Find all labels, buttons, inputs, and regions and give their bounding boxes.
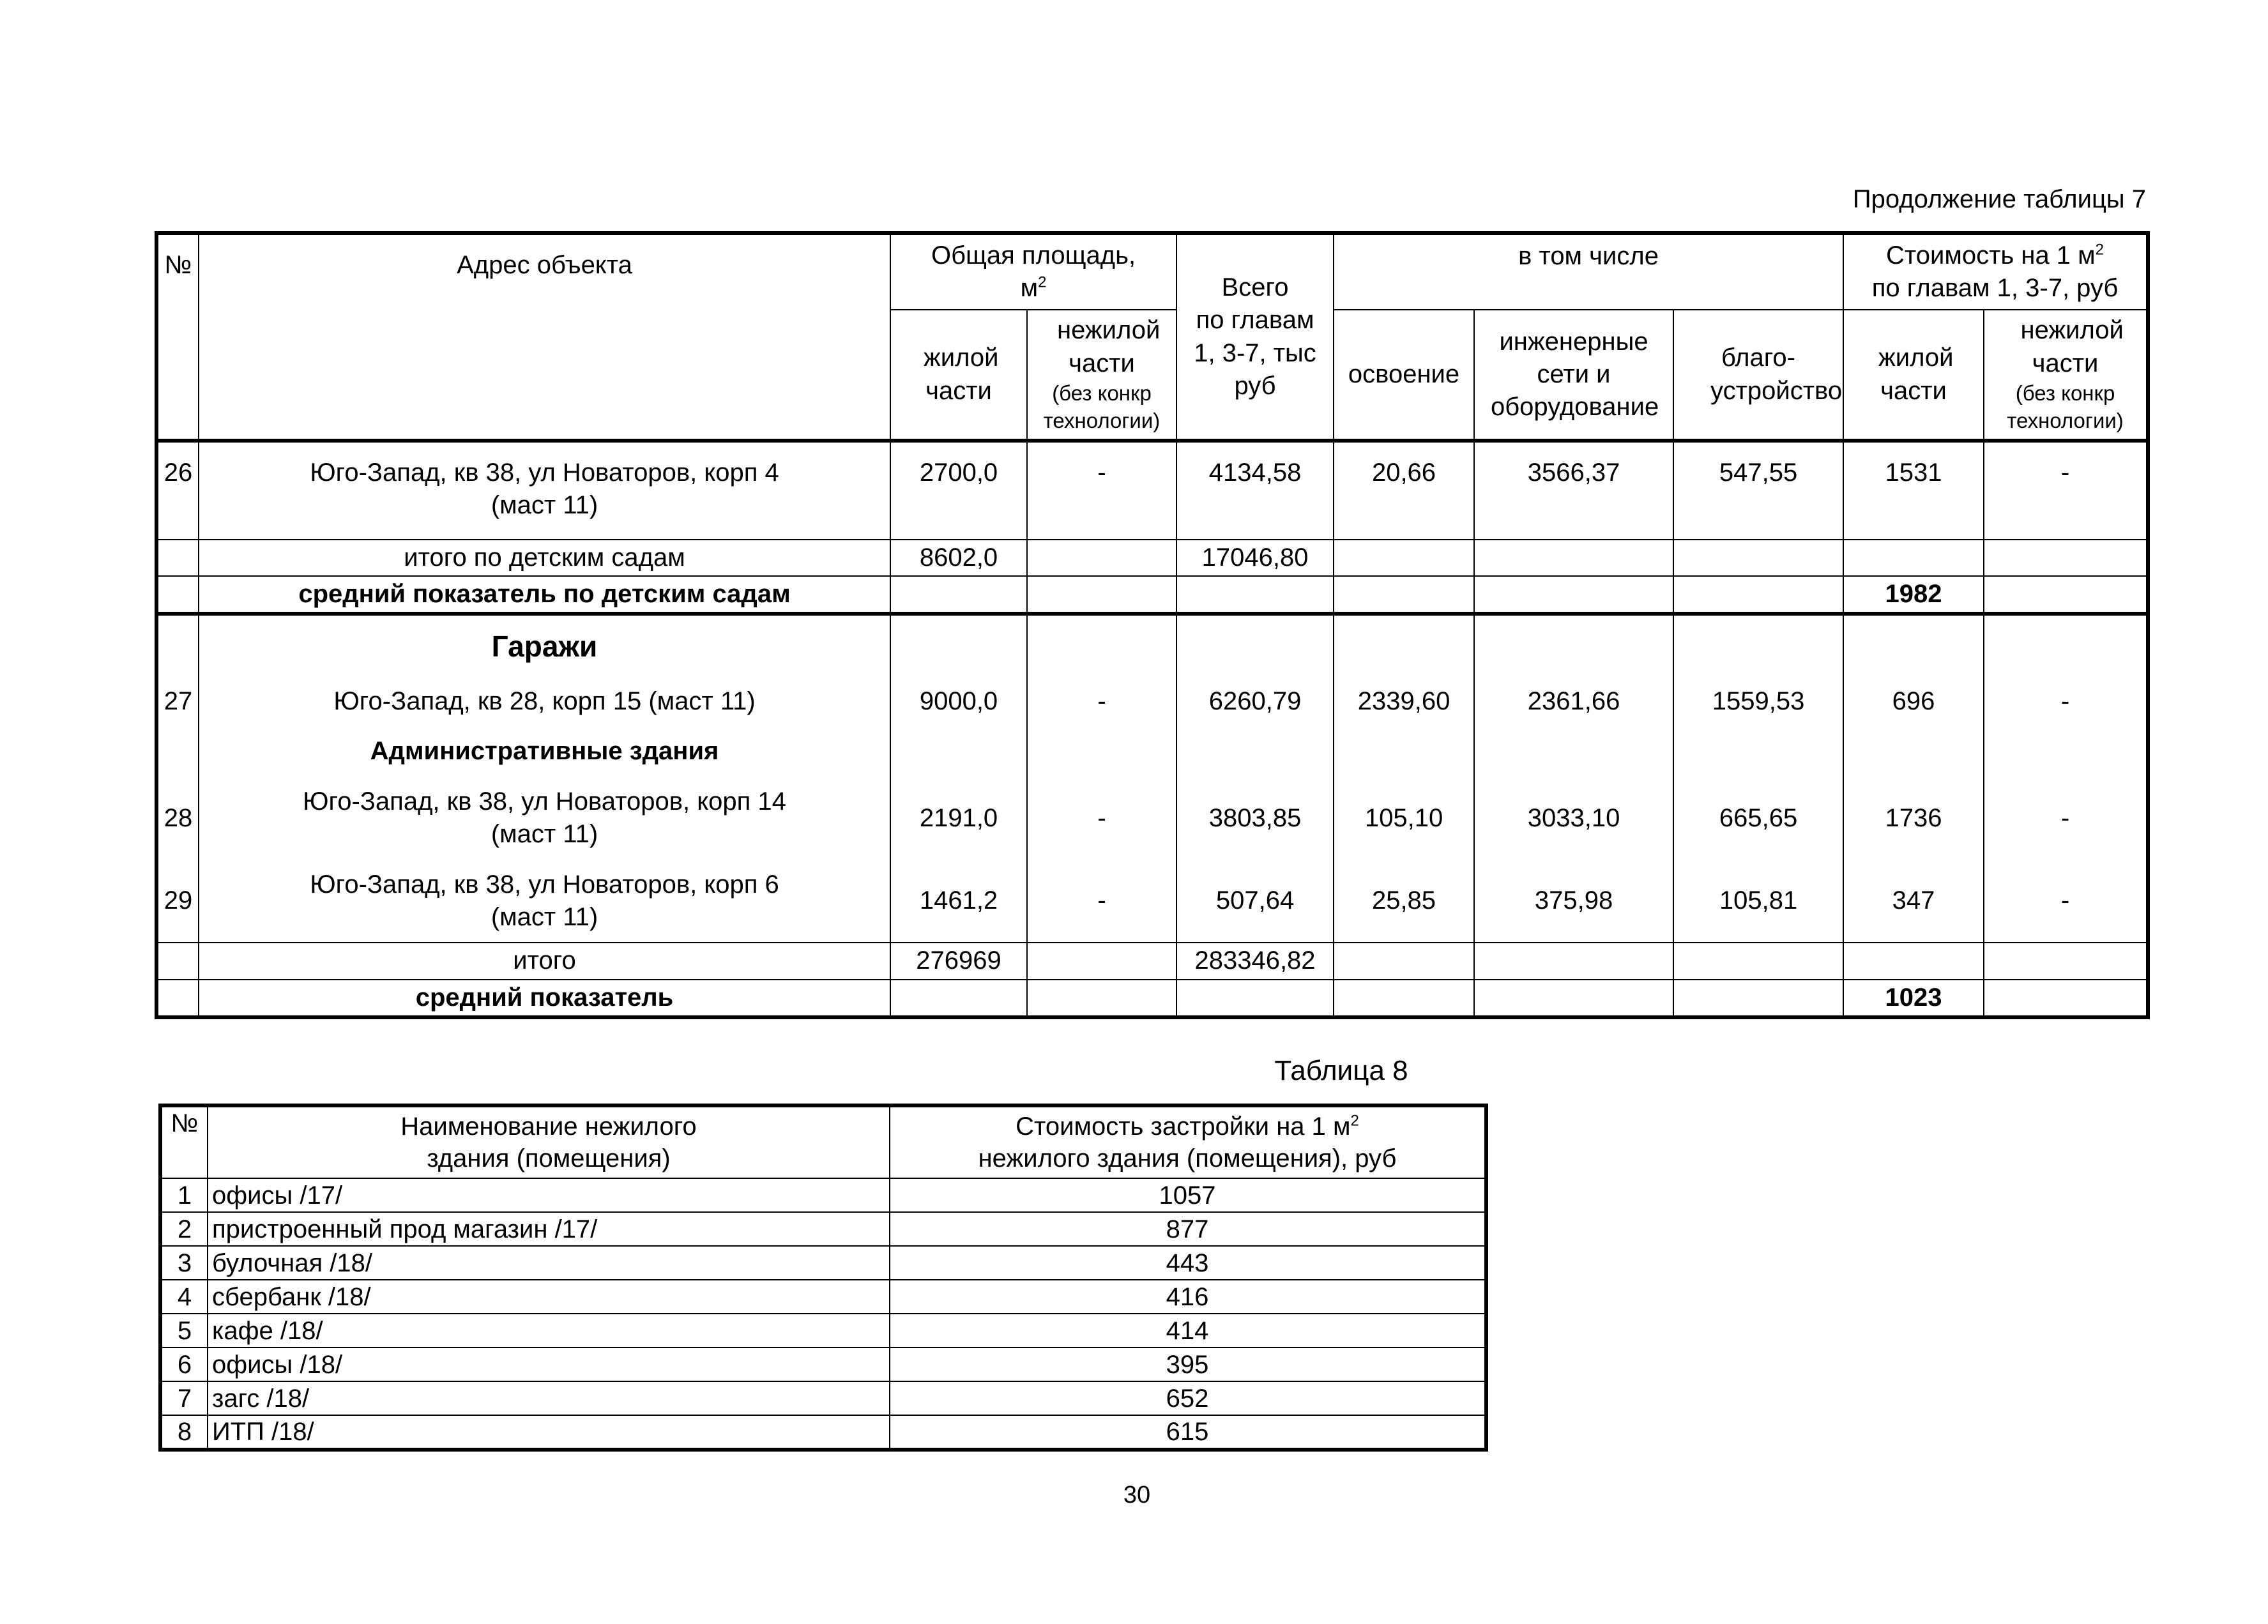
page-number: 30 [1123,1482,1151,1508]
kindergarten-average-row: средний показатель по детским садам 1982 [156,576,2148,614]
t8-cell-name: кафе /18/ [208,1314,890,1347]
t8-cell-name: булочная /18/ [208,1246,890,1280]
t8-cell-cost: 414 [890,1314,1486,1347]
t8-cell-cost: 1057 [890,1178,1486,1212]
header-total-area: Общая площадь, $м^2$ [890,233,1176,310]
t8-cell-name: офисы /18/ [208,1347,890,1381]
t8-cell-cost: 443 [890,1246,1486,1280]
t8-cell-name: загс /18/ [208,1381,890,1415]
header-including: в том числе [1334,233,1843,310]
header-no: № [156,233,199,441]
table-row-28: 28 Юго-Запад, кв 38, ул Новаторов, корп 14 (маст 11) 2191,0 - 3803,85 105,10 3033,10 665,65 1736 - [156,777,2148,860]
table-row-29: 29 Юго-Запад, кв 38, ул Новаторов, корп 6 (маст 11) 1461,2 - 507,64 25,85 375,98 105,81 347 - [156,860,2148,943]
t8-cell-cost: 877 [890,1212,1486,1246]
table-row [160,1314,1486,1347]
t8-header-no: № [160,1105,208,1178]
t8-cell-no: 2 [160,1212,208,1246]
t8-cell-name: офисы /17/ [208,1178,890,1212]
t8-cell-name: ИТП /18/ [208,1415,890,1450]
t8-cell-cost: 395 [890,1347,1486,1381]
t8-cell-cost: 416 [890,1280,1486,1314]
t8-cell-no: 6 [160,1347,208,1381]
header-landscaping: благо-устройство [1673,310,1843,441]
table-row-27: 27 Юго-Запад, кв 28, корп 15 (маст 11) 9000,0 - 6260,79 2339,60 2361,66 1559,53 696 - [156,678,2148,725]
header-engineering: инженерные сети и оборудование [1474,310,1673,441]
t8-cell-no: 1 [160,1178,208,1212]
grand-total-row: итого 276969 283346,82 [156,943,2148,979]
section-admin: Административные здания [199,725,890,777]
table-row-26: 26 Юго-Запад, кв 38, ул Новаторов, корп 4 (маст 11) 2700,0 - 4134,58 20,66 3566,37 547,55 1531 - [156,441,2148,540]
table-7-header-row-1 [156,233,2148,310]
header-cost-per-m2: Стоимость на 1 $м^2$ по главам 1, 3-7, руб [1843,233,2148,310]
table-row [160,1381,1486,1415]
table-row [160,1246,1486,1280]
t8-cell-cost: 615 [890,1415,1486,1450]
header-residential: жилой части [890,310,1027,441]
table-7 [155,231,2150,1019]
section-garages-row [156,614,2148,678]
table-8-caption: Таблица 8 [1274,1055,1408,1086]
t8-cell-no: 8 [160,1415,208,1450]
t8-cell-no: 5 [160,1314,208,1347]
table-row [160,1280,1486,1314]
continuation-caption: Продолжение таблицы 7 [1852,185,2146,213]
t8-cell-no: 7 [160,1381,208,1415]
t8-cell-cost: 652 [890,1381,1486,1415]
header-total-cost: Всего по главам 1, 3-7, тыс руб [1176,233,1334,441]
section-garages: Гаражи [199,614,890,678]
kindergarten-total-row: итого по детским садам 8602,0 17046,80 [156,540,2148,576]
table-8-header [160,1105,1486,1178]
header-cost-nonresidential: нежилой части (без конкр технологии) [1984,310,2148,441]
t8-cell-name: сбербанк /18/ [208,1280,890,1314]
table-row [160,1178,1486,1212]
t8-cell-no: 3 [160,1246,208,1280]
t8-cell-no: 4 [160,1280,208,1314]
t8-cell-name: пристроенный прод магазин /17/ [208,1212,890,1246]
t8-header-name: Наименование нежилого здания (помещения) [208,1105,890,1178]
header-development: освоение [1334,310,1474,441]
table-8 [158,1104,1488,1452]
header-cost-residential: жилой части [1843,310,1984,441]
table-row [160,1347,1486,1381]
header-address: Адрес объекта [199,233,890,441]
table-row [160,1415,1486,1450]
table-row [160,1212,1486,1246]
header-nonresidential: нежилой части (без конкр технологии) [1027,310,1176,441]
t8-header-cost: Стоимость застройки на 1 $м^2$ нежилого здания (помещения), руб [890,1105,1486,1178]
grand-average-row: средний показатель 1023 [156,980,2148,1017]
section-admin-row [156,725,2148,777]
